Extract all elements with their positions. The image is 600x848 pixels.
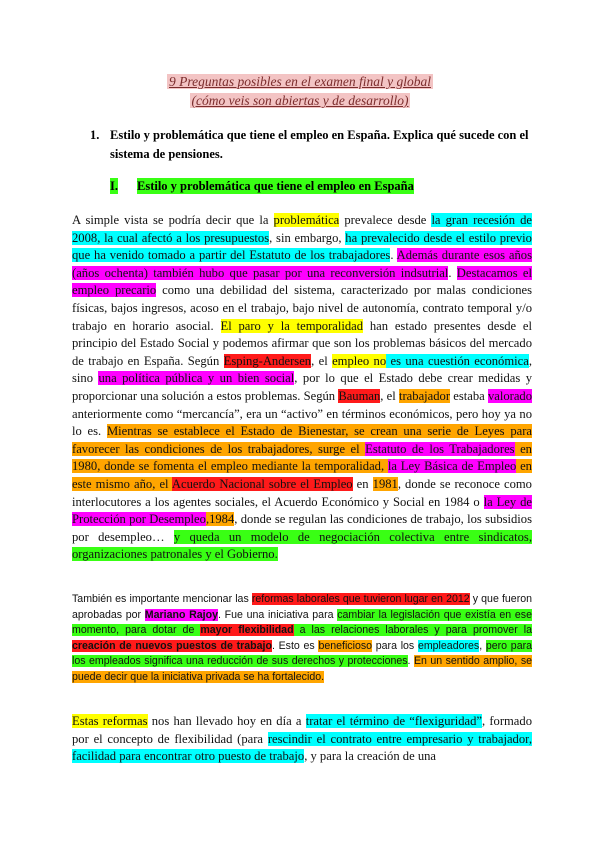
text-run: A simple vista se podría decir que la (72, 213, 274, 227)
text-run: empleo no (332, 353, 387, 368)
section-numeral: I. (110, 179, 118, 193)
text-run: , formado por el concepto de flexibilidad (para (72, 714, 532, 746)
text-run: . Esto es (271, 639, 319, 652)
text-run: creación de nuevos puestos de trabajo (72, 639, 272, 652)
text-run: Mariano Rajoy (144, 608, 218, 621)
text-run: (cómo veis son abiertas y de desarrollo) (191, 93, 409, 108)
text-run: En un sentido amplio, se puede decir que la iniciativa privada se ha fortalecido. (72, 655, 533, 683)
text-run: pero para los empleados significa una reducción de sus derechos y protecciones (72, 639, 533, 668)
text-run: problemática (273, 213, 340, 227)
text-run: la gran recesión de 2008, la cual afectó a los presupuestos (72, 213, 532, 245)
text-run: la Ley Básica de Empleo (387, 459, 517, 474)
text-run: en (352, 476, 373, 491)
text-run: Esping-Andersen (223, 353, 312, 368)
text-run: , (479, 639, 486, 652)
text-run: mayor flexibilidad (200, 624, 294, 637)
question-1 (90, 126, 550, 164)
text-run: Además durante esos años (años ochenta) también hubo que pasar por una reconversión indsutrial (72, 248, 532, 280)
paragraph-1 (72, 212, 532, 564)
text-run: a las relaciones laborales y para promover la (293, 624, 533, 637)
text-run: en 1980 (72, 441, 532, 474)
text-run: , donde se fomenta el empleo mediante la temporalidad, (97, 459, 388, 474)
paragraph-2 (72, 592, 532, 686)
text-run: rescindir el contrato entre empresario y trabajador (267, 731, 529, 746)
text-run: , el (311, 353, 333, 368)
text-run: Bauman (338, 388, 381, 403)
text-run: . Fue una iniciativa para (217, 608, 338, 621)
text-run: , sin embargo, (269, 230, 346, 245)
text-run: Mientras se establece el Estado de Bienestar, se crean una serie de Leyes para favorecer las condiciones de los trabajadores, surge el (72, 424, 532, 456)
question-text: Estilo y problemática que tiene el empleo en España. Explica qué sucede con el sistema de pensiones. (110, 128, 529, 161)
text-run: trabajador (398, 388, 451, 403)
text-run: valorado (487, 388, 532, 403)
text-run: Estatuto de los Trabajadores (365, 441, 515, 456)
text-run: , donde se reconoce como interlocutores a los agentes sociales, el Acuerdo Económico y Social en 1984 o (72, 476, 532, 509)
text-run: . (448, 265, 457, 280)
text-run: empleadores (417, 639, 480, 652)
question-number: 1. (90, 128, 100, 142)
text-run: anteriormente como “mercancía”, era un “activo” en términos económicos, pero hoy ya no lo es. (72, 406, 532, 439)
text-run: y que fueron aprobadas por (72, 593, 532, 621)
text-run: para los (372, 639, 418, 652)
document-title (0, 74, 600, 90)
text-run: , por lo que el Estado debe crear medidas y proporcionar una solución a estos problemas. Según (72, 371, 533, 403)
text-run: cambiar la legislación que existía en ese momento, para dotar de (72, 608, 532, 637)
text-run: beneficioso (318, 639, 373, 652)
text-run: como una debilidad del sistema, caracterizado por malas condiciones físicas, bajos ingresos, acoso en el trabajo, bajo nivel de autonomía, contrato temporal y/o trabajo en horario asocial. (72, 283, 532, 333)
text-run: ha prevalecido desde el estilo previo que ha venido tomado a partir del Estatuto de los trabajadores (72, 230, 532, 263)
text-run: la Ley de Protección por Desempleo (72, 494, 532, 527)
text-run: También es importante mencionar las (72, 593, 252, 605)
text-run: estaba (450, 388, 488, 403)
text-run: , sino (72, 353, 532, 386)
text-run: , el (380, 388, 399, 403)
text-run: y queda un modelo de negociación colectiva entre sindicatos, organizaciones patronales y el Gobierno. (72, 529, 532, 562)
text-run: Estas reformas (72, 714, 148, 728)
document-subtitle (0, 93, 600, 109)
text-run: 9 Preguntas posibles en el examen final y global (169, 74, 431, 89)
text-run: Destacamos el empleo precario (72, 265, 532, 298)
text-run: han estado presentes desde el principio del Estado Social y podemos afirmar que son los problemas básicos del mercado de trabajo en España. Según (72, 318, 532, 368)
paragraph-3 (72, 713, 532, 766)
text-run: . (407, 655, 414, 668)
text-run: El paro y la temporalidad (220, 318, 364, 333)
text-run: 1981 (372, 476, 398, 491)
text-run: en este mismo año (72, 459, 532, 491)
section-heading-text: Estilo y problemática que tiene el empleo en España (137, 179, 414, 193)
text-run: tratar el término de “flexiguridad” (305, 714, 482, 728)
text-run: ,1984 (205, 512, 235, 527)
text-run: reformas laborales que tuvieron lugar en 2012 (251, 593, 470, 605)
text-run: nos han llevado hoy en día a (147, 714, 306, 728)
text-run: , facilidad para encontrar otro puesto de trabajo (72, 731, 532, 764)
text-run: , el (152, 476, 172, 491)
text-run: . (390, 248, 397, 263)
text-run: prevalece desde (339, 213, 432, 227)
text-run: , donde se regulan las condiciones de trabajo, los subsidios por desempleo… (72, 512, 533, 544)
text-run: Acuerdo Nacional sobre el Empleo (171, 476, 353, 491)
text-run: es una cuestión económica (386, 353, 529, 368)
text-run: , y para la creación de una (304, 749, 436, 764)
text-run: una política pública y un bien social (98, 371, 295, 386)
